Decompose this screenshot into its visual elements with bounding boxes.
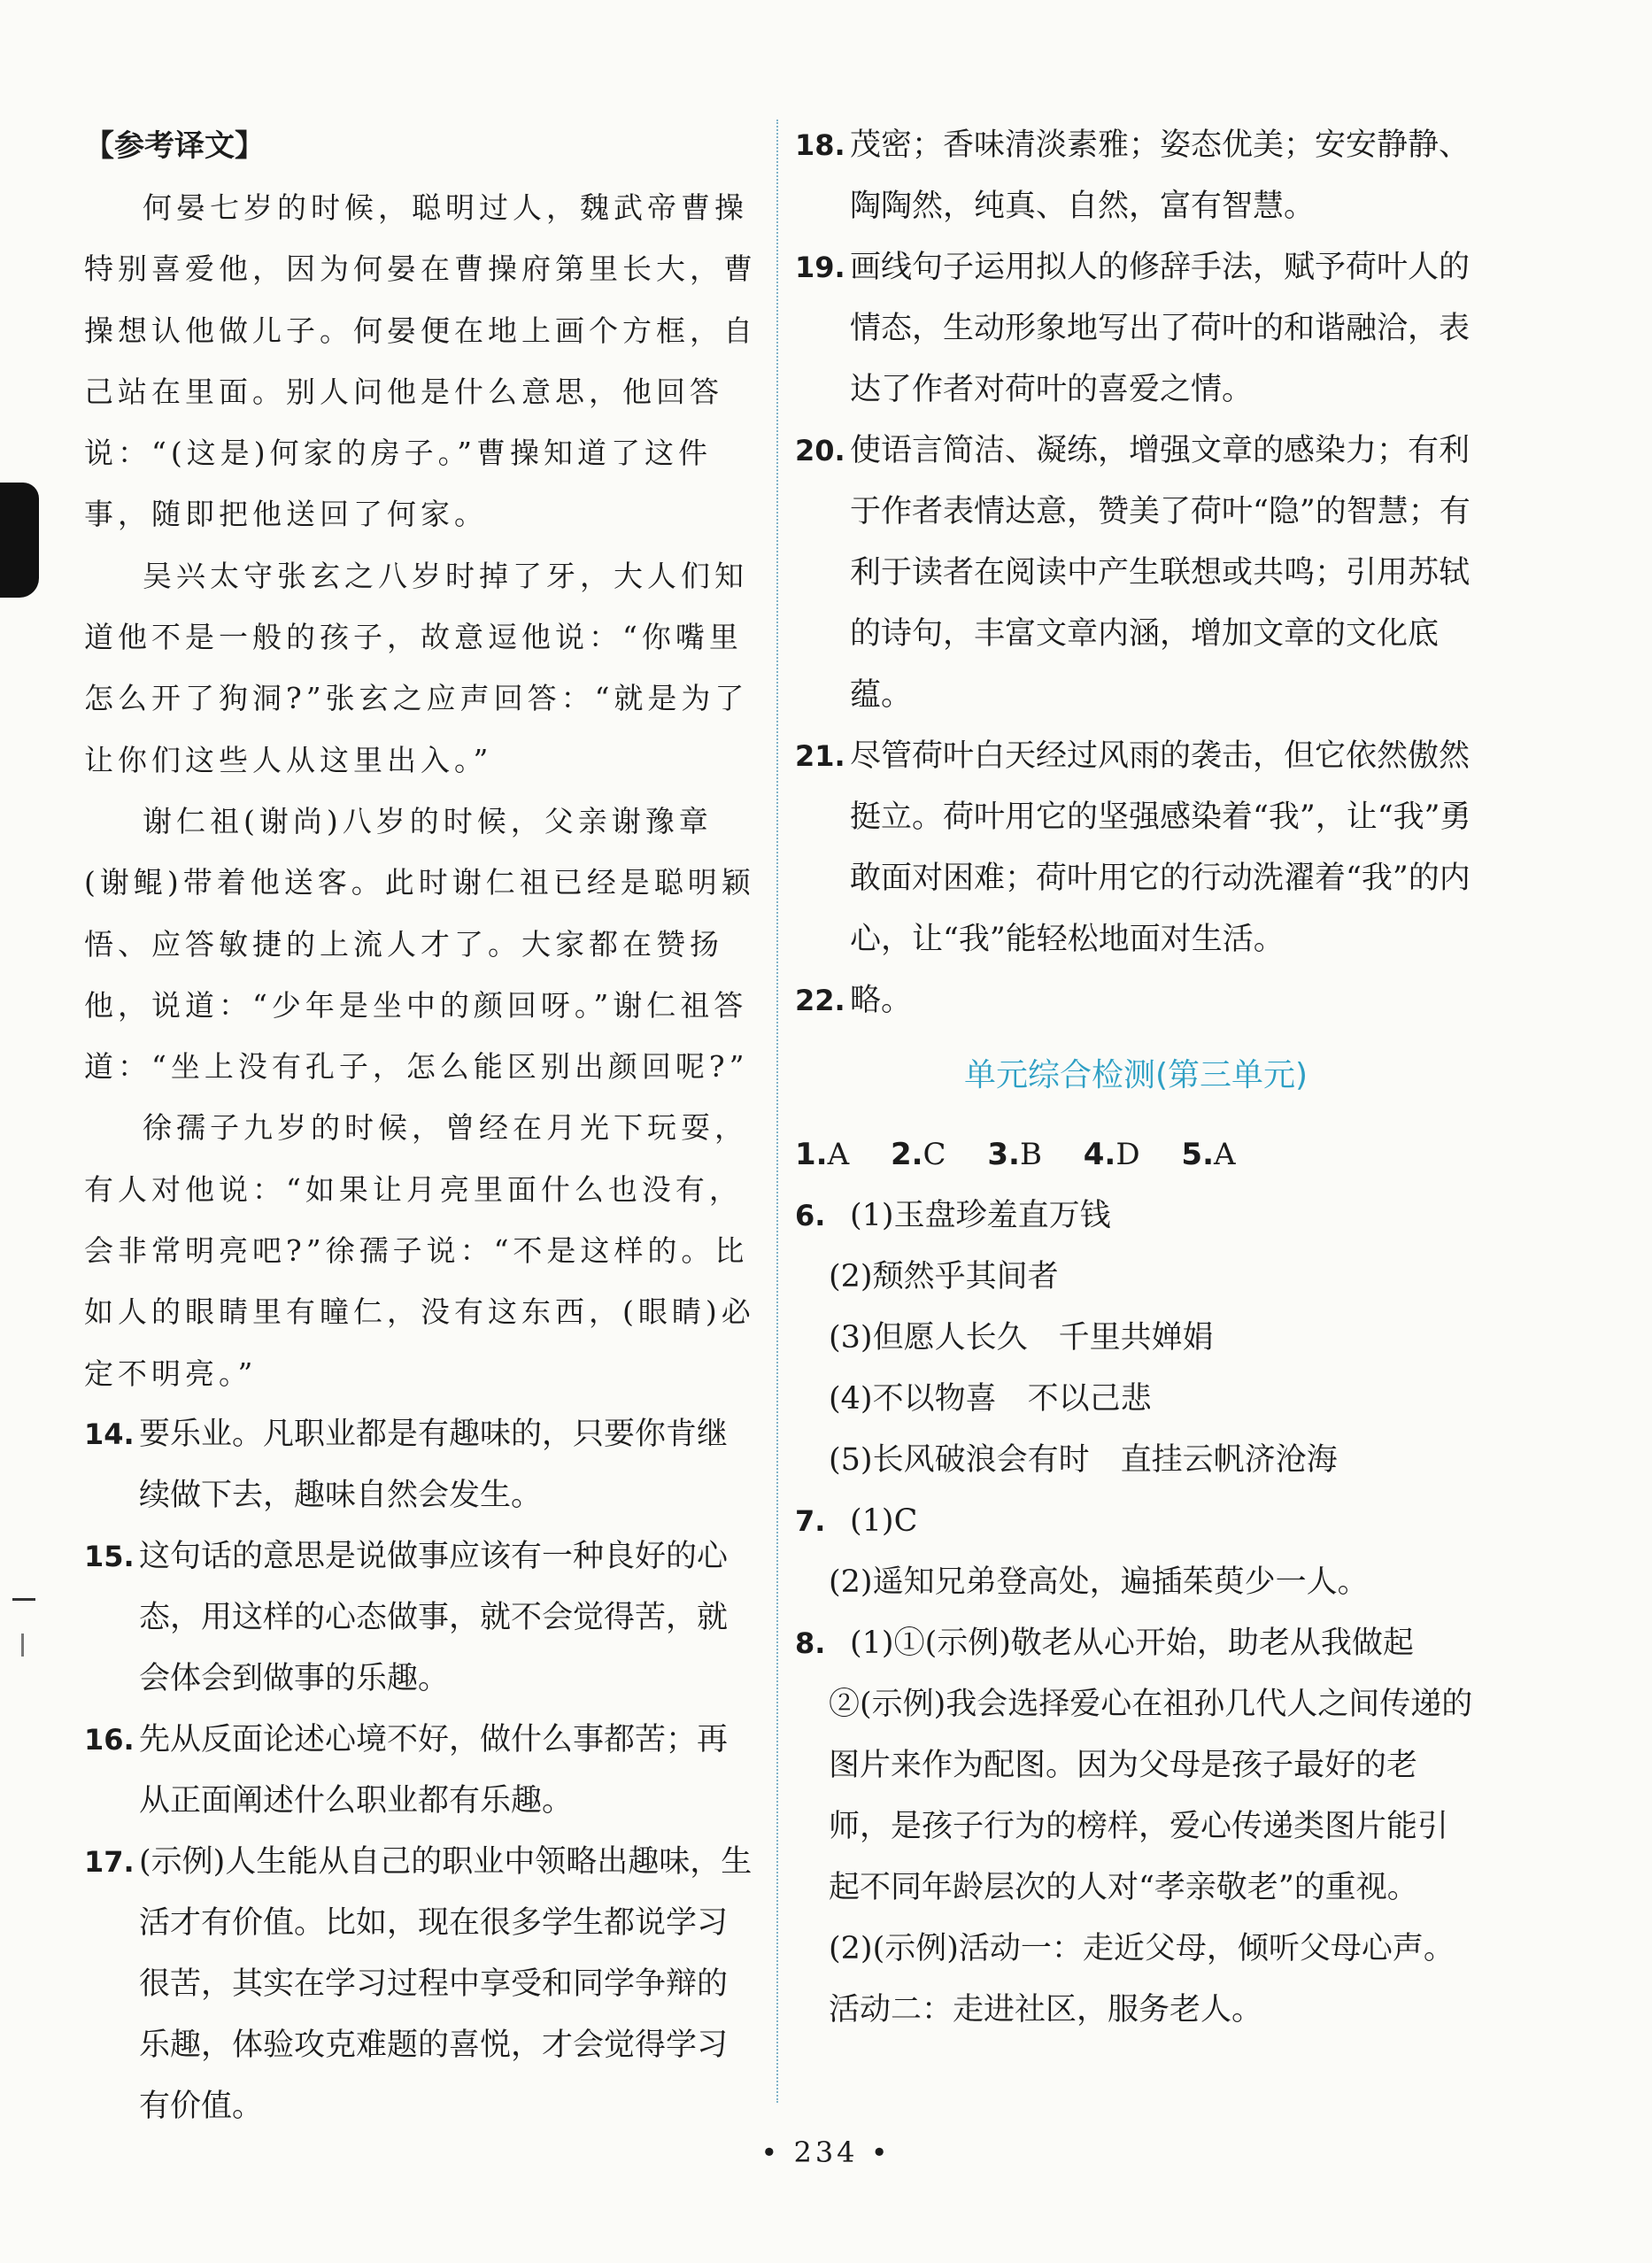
answer-item <box>795 115 1477 237</box>
answer-subitem: (2)遥知兄弟登高处，遍插茱萸少一人。 <box>829 1564 1369 1600</box>
answer-number: 16. <box>84 1722 135 1757</box>
mc-number: 3. <box>987 1137 1020 1172</box>
answer-subitem: (2)(示例)活动一：走近父母，倾听父母心声。 <box>829 1931 1455 1966</box>
answer-number: 14. <box>84 1417 135 1451</box>
answer-text: (示例)人生能从自己的职业中领略出趣味，生活才有价值。比如，现在很多学生都说学习很苦，其实在学习过程中享受和同学争辩的乐趣，体验攻克难题的喜悦，才会觉得学习有价值。 <box>139 1843 753 2124</box>
answer-subitem: 活动二：走进社区，服务老人。 <box>829 1992 1263 2027</box>
answer-item <box>795 1491 1477 1552</box>
mc-number: 1. <box>795 1137 828 1172</box>
mc-answer: A <box>827 1137 850 1172</box>
answer-number: 21. <box>795 739 845 773</box>
answer-item <box>84 1832 757 2137</box>
answer-item <box>795 1613 1477 1674</box>
answer-subitem: (2)颓然乎其间者 <box>829 1259 1059 1294</box>
scan-mark <box>21 1634 24 1657</box>
translation-paragraph: 何晏七岁的时候，聪明过人，魏武帝曹操特别喜爱他，因为何晏在曹操府第里长大，曹操想认他做儿子。何晏便在地上画个方框，自己站在里面。别人问他是什么意思，他回答说：“(这是)何家的房子。”曹操知道了这件事，随即把他送回了何家。 <box>84 190 757 532</box>
mc-number: 2. <box>890 1137 923 1172</box>
answer-item <box>795 1186 1477 1247</box>
mc-answer: C <box>922 1137 946 1172</box>
mc-number: 5. <box>1181 1137 1214 1172</box>
answer-number: 17. <box>84 1844 135 1879</box>
section-title: 单元综合检测(第三单元) <box>963 1057 1308 1093</box>
answer-number: 20. <box>795 434 845 467</box>
multiple-choice-answers <box>795 1124 1477 1186</box>
answer-text: 略。 <box>850 983 913 1018</box>
answer-text: 先从反面论述心境不好，做什么事都苦；再从正面阐述什么职业都有乐趣。 <box>139 1721 729 1819</box>
answer-item <box>795 970 1477 1031</box>
answer-number: 19. <box>795 251 845 284</box>
mc-answer: A <box>1213 1137 1236 1172</box>
answer-text: 要乐业。凡职业都是有趣味的，只要你肯继续做下去，趣味自然会发生。 <box>139 1416 729 1513</box>
answer-number: 7. <box>795 1504 826 1538</box>
answer-item <box>795 237 1477 421</box>
answer-number: 22. <box>795 984 845 1017</box>
answer-text: 使语言简洁、凝练，增强文章的感染力；有利于作者表情达意，赞美了荷叶“隐”的智慧；有利于读者在阅读中产生联想或共鸣；引用苏轼的诗句，丰富文章内涵，增加文章的文化底蕴。 <box>850 433 1471 713</box>
answer-number: 15. <box>84 1539 135 1573</box>
answer-item <box>84 1710 757 1832</box>
answer-item <box>795 726 1477 970</box>
answer-text: (1)玉盘珍羞直万钱 <box>850 1198 1111 1233</box>
answer-subitem: (4)不以物喜 不以己悲 <box>829 1381 1152 1417</box>
scan-mark <box>12 1598 35 1601</box>
answer-number: 18. <box>795 128 845 162</box>
answer-item <box>84 1526 757 1710</box>
answer-text: 画线句子运用拟人的修辞手法，赋予荷叶人的情态，生动形象地写出了荷叶的和谐融洽，表达了作者对荷叶的喜爱之情。 <box>850 250 1471 407</box>
column-divider <box>776 120 778 2103</box>
translation-paragraph: 谢仁祖(谢尚)八岁的时候，父亲谢豫章(谢鲲)带着他送客。此时谢仁祖已经是聪明颖悟、应答敏捷的上流人才了。大家都在赞扬他，说道：“少年是坐中的颜回呀。”谢仁祖答道：“坐上没有孔子，怎么能区别出颜回呢?” <box>84 803 755 1085</box>
page-number: • 234 • <box>760 2136 892 2169</box>
answer-text: (1)C <box>850 1503 918 1539</box>
mc-number: 4. <box>1083 1137 1116 1172</box>
left-column <box>84 115 757 2137</box>
answer-text: (1)①(示例)敬老从心开始，助老从我做起 <box>850 1626 1414 1661</box>
answer-subitem: ②(示例)我会选择爱心在祖孙几代人之间传递的图片来作为配图。因为父母是孩子最好的老师，是孩子行为的榜样，爱心传递类图片能引起不同年龄层次的人对“孝亲敬老”的重视。 <box>829 1687 1473 1905</box>
answer-text: 尽管荷叶白天经过风雨的袭击，但它依然傲然挺立。荷叶用它的坚强感染着“我”，让“我”勇敢面对困难；荷叶用它的行动洗濯着“我”的内心，让“我”能轻松地面对生活。 <box>850 738 1471 957</box>
mc-answer: D <box>1115 1137 1140 1172</box>
answer-text: 茂密；香味清淡素雅；姿态优美；安安静静、陶陶然，纯真、自然，富有智慧。 <box>850 127 1471 224</box>
answer-item <box>84 1404 757 1526</box>
answer-text: 这句话的意思是说做事应该有一种良好的心态，用这样的心态做事，就不会觉得苦，就会体会到做事的乐趣。 <box>139 1538 729 1696</box>
mc-answer: B <box>1019 1137 1042 1172</box>
answer-number: 8. <box>795 1626 826 1660</box>
answer-subitem: (3)但愿人长久 千里共婵娟 <box>829 1320 1214 1355</box>
translation-paragraph: 吴兴太守张玄之八岁时掉了牙，大人们知道他不是一般的孩子，故意逗他说：“你嘴里怎么开了狗洞?”张玄之应声回答：“就是为了让你们这些人从这里出入。” <box>84 558 749 777</box>
right-column <box>795 115 1477 2041</box>
answer-number: 6. <box>795 1199 826 1232</box>
reference-translation-heading: 【参考译文】 <box>84 128 265 164</box>
answer-subitem: (5)长风破浪会有时 直挂云帆济沧海 <box>829 1442 1338 1478</box>
answer-item <box>795 421 1477 726</box>
translation-paragraph: 徐孺子九岁的时候，曾经在月光下玩耍，有人对他说：“如果让月亮里面什么也没有，会非常明亮吧?”徐孺子说：“不是这样的。比如人的眼睛里有瞳仁，没有这东西，(眼睛)必定不明亮。” <box>84 1110 755 1391</box>
scan-smudge <box>0 483 39 598</box>
